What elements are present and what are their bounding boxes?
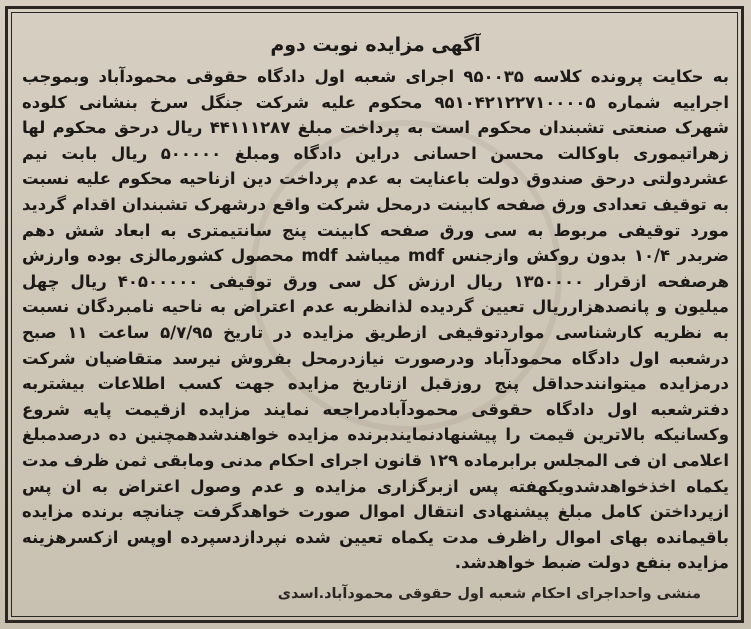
notice-body: به حکایت پرونده کلاسه ۹۵۰۰۳۵ اجرای شعبه اول دادگاه حقوقی محمودآباد وبموجب اجراییه شماره ۹۵۱۰۴۲۱۲۲۷۱۰۰۰۰۵ محکوم علیه شرکت جنگل سرخ بنشانی کلوده شهرک صنعتی تشبندان محکوم است به پرداخت مبلغ ۴۴۱۱۱۲۸۷ ریال درحق محکوم لها زهراتیموری باوکالت محسن احسانی دراین دادگاه ومبلغ ۵۰۰۰۰۰ ریال بابت نیم عشردولتی درحق صندوق دولت باعنایت به عدم پرداخت دین ازناحیه محکوم علیه نسبت به توقیف تعدادی ورق صفحه کابینت درمحل شرکت واقع درشهرک تشبندان اقدام گردید مورد توقیفی مربوط به سی ورق صفحه کابینت پنج سانتیمتری به ابعاد شش دهم ضربدر ۱۰/۴ بدون روکش وازجنس mdf میباشد mdf محصول کشورمالزی بوده وارزش هرصفحه ازقرار ۱۳۵۰۰۰۰ ریال ارزش کل سی ورق توقیفی ۴۰۵۰۰۰۰۰ ریال چهل میلیون و پانصدهزارریال تعیین گردیده لذانظربه عدم اعتراض به ناحیه نامبردگان نسبت به نظریه کارشناسی مواردتوقیفی ازطریق مزایده در تاریخ ۵/۷/۹۵ ساعت ۱۱ صبح درشعبه اول دادگاه محمودآباد ودرصورت نیازدرمحل بفروش نیرسد متقاضیان شرکت درمزایده میتوانندحداقل پنج روزقبل ازتاریخ مزایده جهت کسب اطلاعات بیشتربه دفترشعبه اول دادگاه حقوقی محمودآبادمراجعه نمایند مزایده ازقیمت پایه شروع وکسانیکه بالاترین قیمت را پیشنهادنمایندبرنده مزایده خواهندشدهمچنین ده درصدمبلغ اعلامی ان فی المجلس برابرماده ۱۲۹ قانون اجرای احکام مدنی ومابقی ثمن ظرف مدت یکماه اخذخواهدشدویکهفته پس ازبرگزاری مزایده و عدم وصول اعتراض به ان پس ازپرداختن کامل مبلغ پیشنهادی انتقال اموال صورت خواهدگرفت چنانچه برنده مزایده باقیمانده بهای اموال راظرف مدت یکماه تعیین شده نپردازدسپرده اوپس ازکسرهزینه مزایده بنفع دولت ضبط خواهدشد. — [22, 67, 729, 573]
notice-title: آگهی مزایده نوبت دوم — [270, 34, 481, 56]
notice-content — [22, 30, 729, 606]
notice-signature: منشی واحداجرای احکام شعبه اول حقوقی محمودآباد.اسدی — [277, 585, 701, 602]
